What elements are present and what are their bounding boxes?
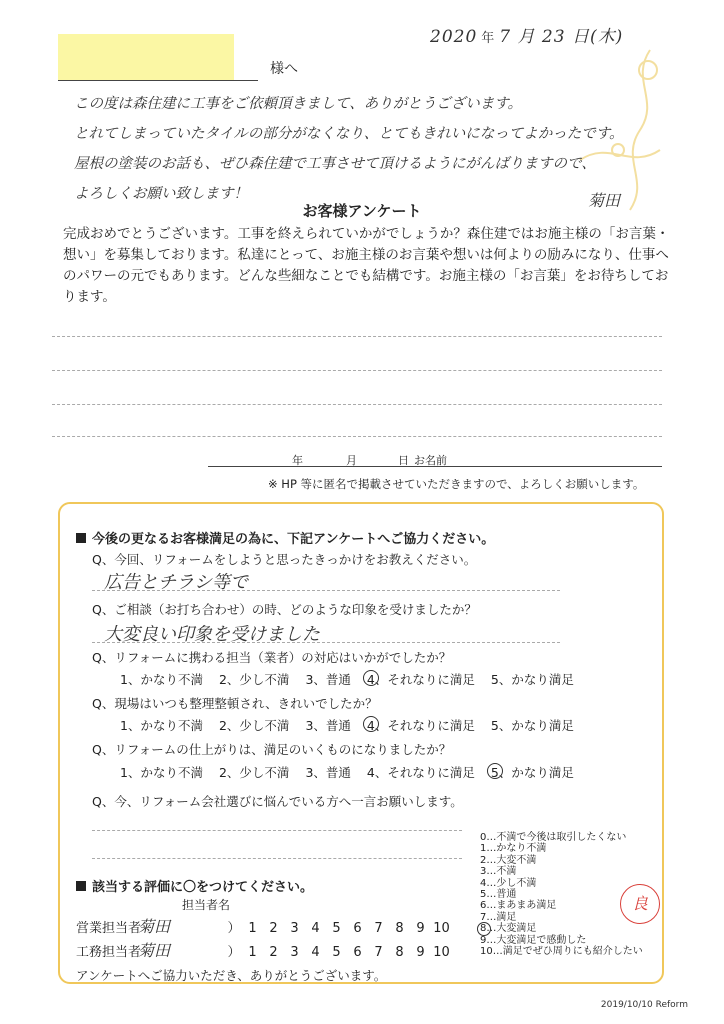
rating-number[interactable]: 10 [433, 945, 450, 960]
rating-number[interactable]: 6 [353, 921, 362, 936]
option-label: 、普通 [313, 765, 351, 780]
option-number: 1 [120, 672, 128, 687]
salutation: 様へ [270, 61, 298, 77]
option-label: 、それなりに満足 [374, 765, 475, 780]
answer-2: 大変良い印象を受けました [104, 624, 320, 645]
rating-number[interactable]: 9 [416, 921, 425, 936]
message-line: よろしくお願い致します！ [74, 186, 248, 202]
sales-label: 営業担当者 [76, 921, 142, 936]
answer-line [92, 590, 560, 591]
option-number: 3 [305, 718, 314, 733]
thanks-message: アンケートへご協力いただき、ありがとうございます。 [76, 968, 387, 983]
option-number: 5 [490, 718, 499, 733]
answer-1: 広告とチラシ等で [104, 572, 248, 593]
answer-option[interactable] [120, 670, 203, 688]
question-4-options [120, 716, 590, 734]
write-line [52, 336, 662, 337]
question-6: Q、今、リフォーム会社選びに悩んでいる方へ一言お願いします。 [92, 794, 463, 809]
option-number: 4 [366, 672, 375, 687]
answer-option[interactable] [491, 716, 574, 734]
answer-option[interactable] [219, 670, 289, 688]
question-2: Q、ご相談（お打ち合わせ）の時、どのような印象を受けましたか？ [92, 602, 477, 617]
works-rating-numbers [242, 945, 452, 960]
scale-item: 1…かなり不満 [480, 843, 547, 855]
sales-name: 菊田 [138, 917, 171, 936]
answer-option[interactable] [120, 763, 203, 781]
scale-item: 4…少し不満 [480, 877, 537, 889]
rating-number[interactable]: 2 [269, 921, 278, 936]
scale-item: 8…大変満足 [480, 923, 670, 934]
square-bullet-icon [76, 533, 86, 543]
option-number: 2 [218, 718, 227, 733]
sales-rating-row: 営業担当者菊田 ） 1 2 3 4 5 6 7 8 9 10 [76, 914, 452, 937]
sign-year-label: 年 [292, 454, 303, 467]
question-4: Q、現場はいつも整理整頓され、きれいでしたか？ [92, 696, 378, 711]
option-number: 2 [218, 672, 227, 687]
option-number: 3 [305, 765, 314, 780]
option-label: 、かなり不満 [127, 765, 203, 780]
answer-option[interactable] [305, 763, 350, 781]
rating-number[interactable]: 7 [374, 921, 383, 936]
rating-title [76, 876, 313, 895]
sign-day-label: 日 [398, 454, 409, 467]
option-label: 、少し不満 [226, 672, 290, 687]
answer-line [92, 858, 462, 859]
option-number: 5 [490, 672, 499, 687]
option-number: 1 [120, 718, 128, 733]
option-label: 、普通 [313, 718, 351, 733]
answer-option[interactable] [367, 763, 475, 781]
sign-line [208, 466, 662, 467]
rating-number[interactable]: 1 [248, 945, 257, 960]
question-5-options [120, 763, 590, 781]
write-line [52, 404, 662, 405]
scale-item: 2…大変不満 [480, 854, 537, 866]
rating-number[interactable]: 6 [353, 945, 362, 960]
option-label: 、かなり満足 [498, 765, 574, 780]
option-label: 、それなりに満足 [374, 718, 475, 733]
name-underline [58, 80, 258, 81]
works-rating-row: 工務担当者菊田 ） 1 2 3 4 5 6 7 8 9 10 [76, 938, 452, 961]
scale-item: 3…不満 [480, 866, 517, 878]
works-label: 工務担当者 [76, 945, 142, 960]
option-number: 4 [366, 718, 375, 733]
write-line [52, 370, 662, 371]
survey-intro: 完成おめでとうございます。工事を終えられていかがでしょうか？森住建ではお施主様の「お言葉・想い」を募集しております。私達にとって、お施主様のお言葉や想いは何よりの励みになり、仕事へのパワーの元でもあります。どんな些細なことでも結構です。お施主様の「お言葉」をお待ちしております。 [63, 226, 670, 305]
works-name: 菊田 [138, 941, 171, 960]
answer-option[interactable] [219, 716, 289, 734]
date [430, 22, 623, 47]
answer-option[interactable] [120, 716, 203, 734]
answer-option[interactable] [491, 670, 574, 688]
rating-number[interactable]: 4 [311, 921, 320, 936]
answer-option[interactable] [305, 670, 350, 688]
question-3-options [120, 670, 590, 688]
questionnaire-title-text: 今後の更なるお客様満足の為に、下記アンケートへご協力ください。 [92, 532, 495, 547]
message-line: とれてしまっていたタイルの部分がなくなり、とてもきれいになってよかったです。 [74, 126, 624, 142]
message-line: この度は森住建に工事をご依頼頂きまして、ありがとうございます。 [74, 96, 523, 112]
option-number: 5 [490, 765, 499, 780]
date-year-unit: 年 [481, 31, 496, 46]
scale-item: 0…不満で今後は取引したくない [480, 832, 627, 843]
date-month-day: 7 月 23 日(木) [499, 27, 624, 47]
rating-number[interactable]: 5 [332, 945, 341, 960]
date-year: 2020 [430, 27, 478, 47]
scale-item: 5…普通 [480, 889, 517, 901]
rating-number[interactable]: 5 [332, 921, 341, 936]
option-label: 、少し不満 [226, 718, 290, 733]
rating-number[interactable]: 9 [416, 945, 425, 960]
option-number: 2 [218, 765, 227, 780]
question-3: Q、リフォームに携わる担当（業者）の対応はいかがでしたか？ [92, 650, 452, 665]
option-number: 3 [305, 672, 314, 687]
sign-name-label: お名前 [414, 454, 447, 467]
survey-title: お客様アンケート [302, 202, 422, 220]
answer-option[interactable] [219, 763, 289, 781]
question-1: Q、今回、リフォームをしようと思ったきっかけをお教えください。 [92, 552, 477, 567]
sales-rating-numbers [242, 921, 452, 936]
answer-line [92, 642, 560, 643]
answer-option[interactable] [305, 716, 350, 734]
option-label: 、かなり満足 [498, 718, 574, 733]
redacted-name [58, 34, 234, 80]
option-label: 、それなりに満足 [374, 672, 475, 687]
question-5: Q、リフォームの仕上がりは、満足のいくものになりましたか？ [92, 742, 452, 757]
message-line: 屋根の塗装のお話も、ぜひ森住建で工事させて頂けるようにがんばりますので、 [74, 156, 596, 172]
answer-option[interactable] [367, 716, 475, 734]
rating-title-text: 該当する評価に〇をつけてください。 [92, 880, 314, 895]
scale-item: 9…大変満足で感動した [480, 934, 587, 946]
scale-item: 6…まあまあ満足 [480, 900, 557, 912]
option-label: 、少し不満 [226, 765, 290, 780]
option-label: 、かなり不満 [127, 718, 203, 733]
rating-number[interactable]: 8 [395, 921, 404, 936]
scale-item: 7…満足 [480, 911, 517, 923]
option-label: 、普通 [313, 672, 351, 687]
rating-number[interactable]: 2 [269, 945, 278, 960]
rating-number[interactable]: 1 [248, 921, 257, 936]
rating-number[interactable]: 7 [374, 945, 383, 960]
rating-number[interactable]: 4 [311, 945, 320, 960]
message-signature: 菊田 [588, 191, 621, 210]
staff-header: 担当者名 [182, 898, 231, 912]
questionnaire-title [76, 528, 494, 547]
rating-number[interactable]: 3 [290, 945, 299, 960]
answer-option[interactable] [367, 670, 475, 688]
answer-option[interactable] [491, 763, 574, 781]
square-bullet-icon [76, 881, 86, 891]
option-label: 、かなり不満 [127, 672, 203, 687]
option-label: 、かなり満足 [498, 672, 574, 687]
answer-line [92, 830, 462, 831]
form-version: 2019/10/10 Reform [600, 1000, 688, 1010]
sign-month-label: 月 [346, 454, 357, 467]
rating-number[interactable]: 10 [433, 921, 450, 936]
scale-item: 10…満足でぜひ周りにも紹介したい [480, 946, 643, 958]
option-number: 1 [120, 765, 128, 780]
rating-stamp: 良 [620, 884, 660, 924]
rating-number[interactable]: 3 [290, 921, 299, 936]
rating-number[interactable]: 8 [395, 945, 404, 960]
anonymity-note: ※ HP 等に匿名で掲載させていただきますので、よろしくお願いします。 [268, 477, 645, 491]
write-line [52, 436, 662, 437]
option-number: 4 [366, 765, 375, 780]
